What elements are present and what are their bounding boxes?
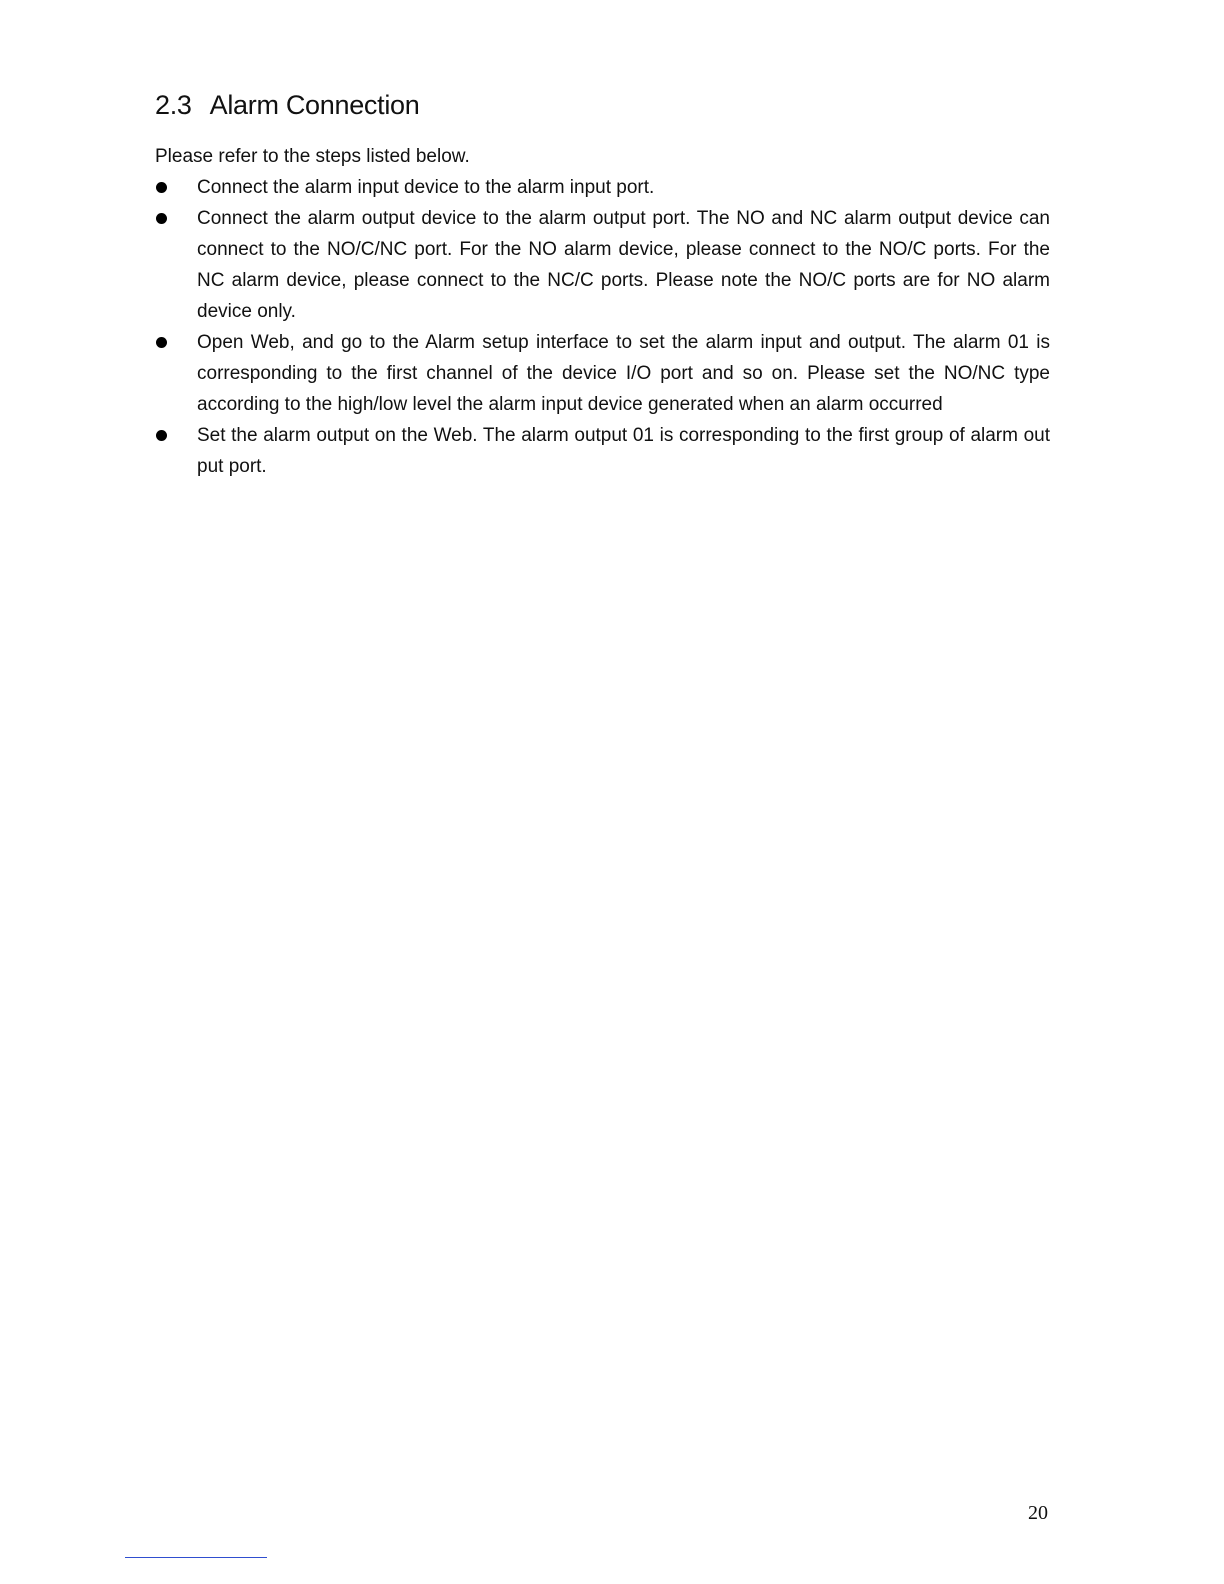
step-text: Set the alarm output on the Web. The alarm output 01 is corresponding to the first group of alarm out put port.	[197, 425, 1050, 477]
steps-list	[155, 172, 1050, 482]
bullet-icon	[156, 337, 167, 348]
intro-paragraph: Please refer to the steps listed below.	[155, 146, 470, 167]
bullet-icon	[156, 213, 167, 224]
list-item	[155, 327, 1050, 420]
list-item	[155, 420, 1050, 482]
section-title: Alarm Connection	[209, 90, 420, 120]
section-heading	[155, 90, 419, 121]
list-item	[155, 203, 1050, 327]
footnote-divider	[125, 1557, 267, 1558]
list-item	[155, 172, 1050, 203]
bullet-icon	[156, 182, 167, 193]
bullet-icon	[156, 430, 167, 441]
step-text: Connect the alarm output device to the alarm output port. The NO and NC alarm output device can connect to the NO/C/NC port. For the NO alarm device, please connect to the NO/C ports. For the NC alarm device, please connect to the NC/C ports. Please note the NO/C ports are for NO alarm device only.	[197, 208, 1050, 322]
step-text: Open Web, and go to the Alarm setup interface to set the alarm input and output. The alarm 01 is corresponding to the first channel of the device I/O port and so on. Please set the NO/NC type according to the high/low level the alarm input device generated when an alarm occurred	[197, 332, 1050, 415]
page-number: 20	[1028, 1502, 1048, 1524]
section-number: 2.3	[155, 90, 192, 120]
step-text: Connect the alarm input device to the alarm input port.	[197, 177, 655, 198]
